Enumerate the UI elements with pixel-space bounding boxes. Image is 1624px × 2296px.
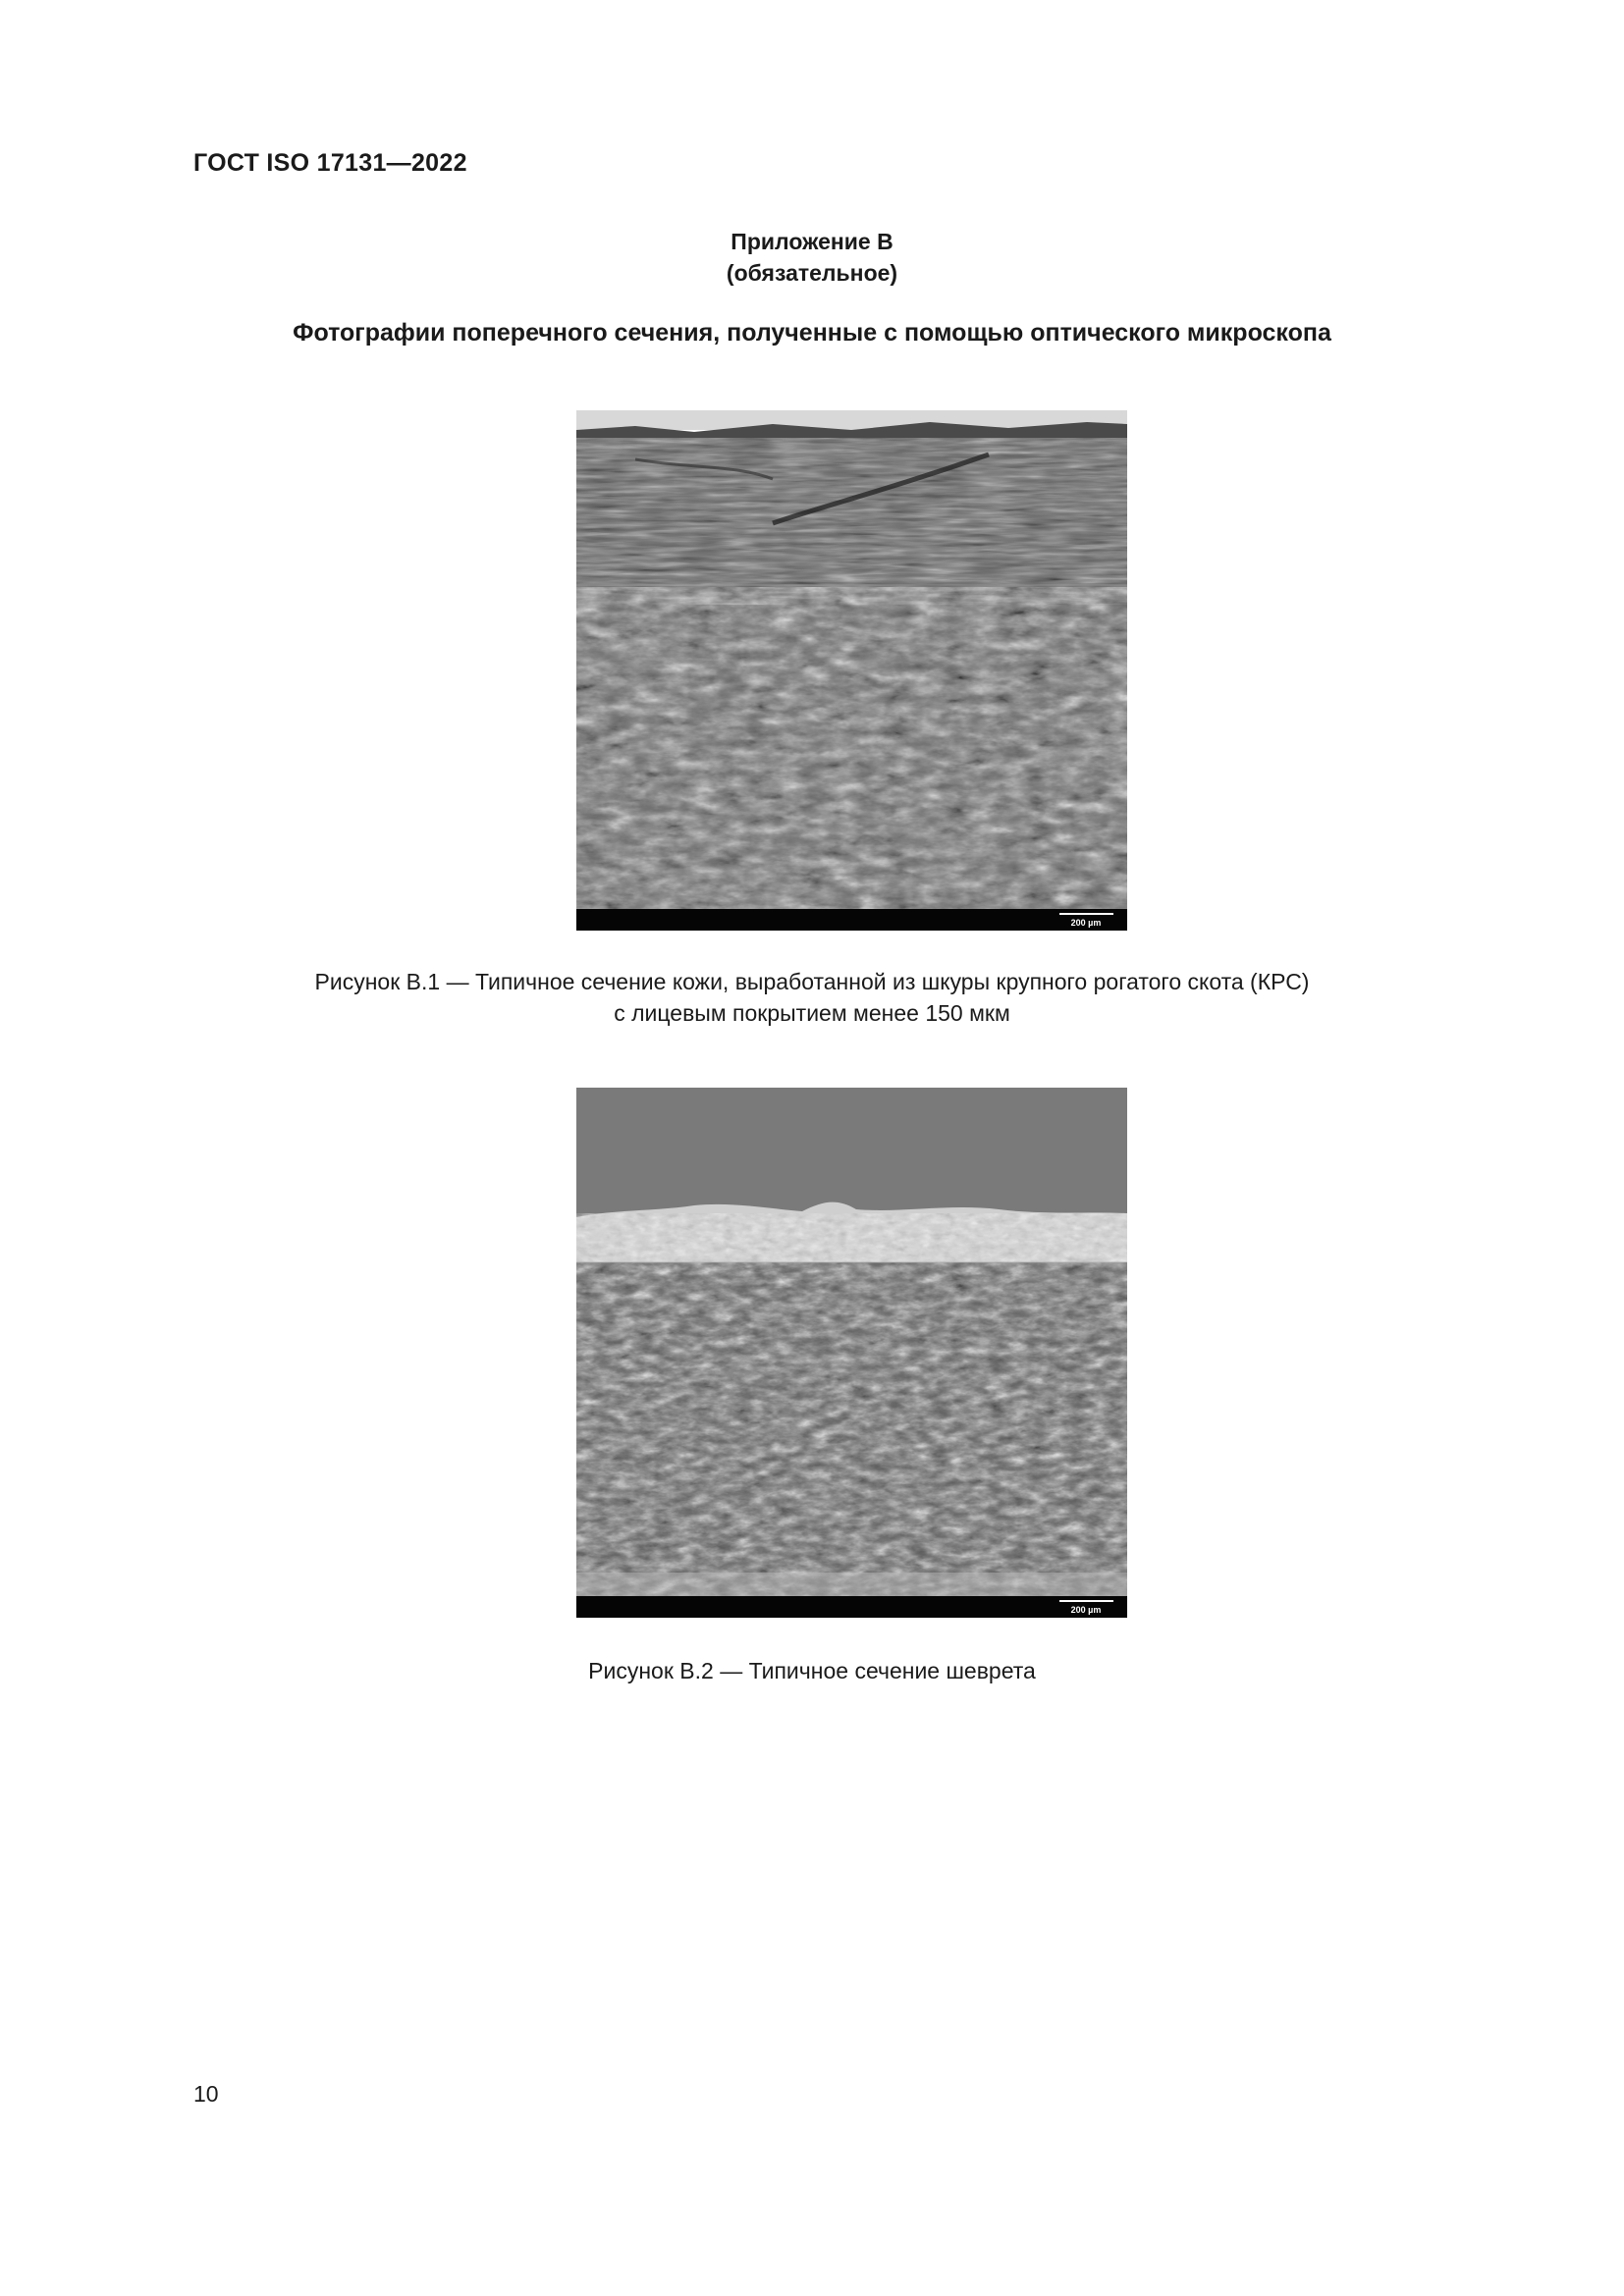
caption-b1-line2: с лицевым покрытием менее 150 мкм xyxy=(614,1000,1010,1026)
micrograph-figure-b2 xyxy=(576,1088,1127,1618)
scale-bar-label-b2: 200 µm xyxy=(1070,1605,1102,1615)
annex-heading xyxy=(0,226,1624,289)
figure-caption-b2: Рисунок В.2 — Типичное сечение шеврета xyxy=(588,1658,1036,1683)
annex-title: Приложение В xyxy=(731,229,893,254)
caption-b1-line1: Рисунок В.1 — Типичное сечение кожи, выработанной из шкуры крупного рогатого скота (КРС) xyxy=(314,969,1310,994)
section-title: Фотографии поперечного сечения, полученные с помощью оптического микроскопа xyxy=(293,319,1331,347)
scale-bar-label-b1: 200 µm xyxy=(1070,918,1102,928)
annex-status: (обязательное) xyxy=(726,260,898,286)
figure-caption-b1 xyxy=(0,966,1624,1029)
document-code: ГОСТ ISO 17131—2022 xyxy=(193,149,467,177)
page-number: 10 xyxy=(193,2081,219,2107)
micrograph-figure-b1 xyxy=(576,410,1127,931)
